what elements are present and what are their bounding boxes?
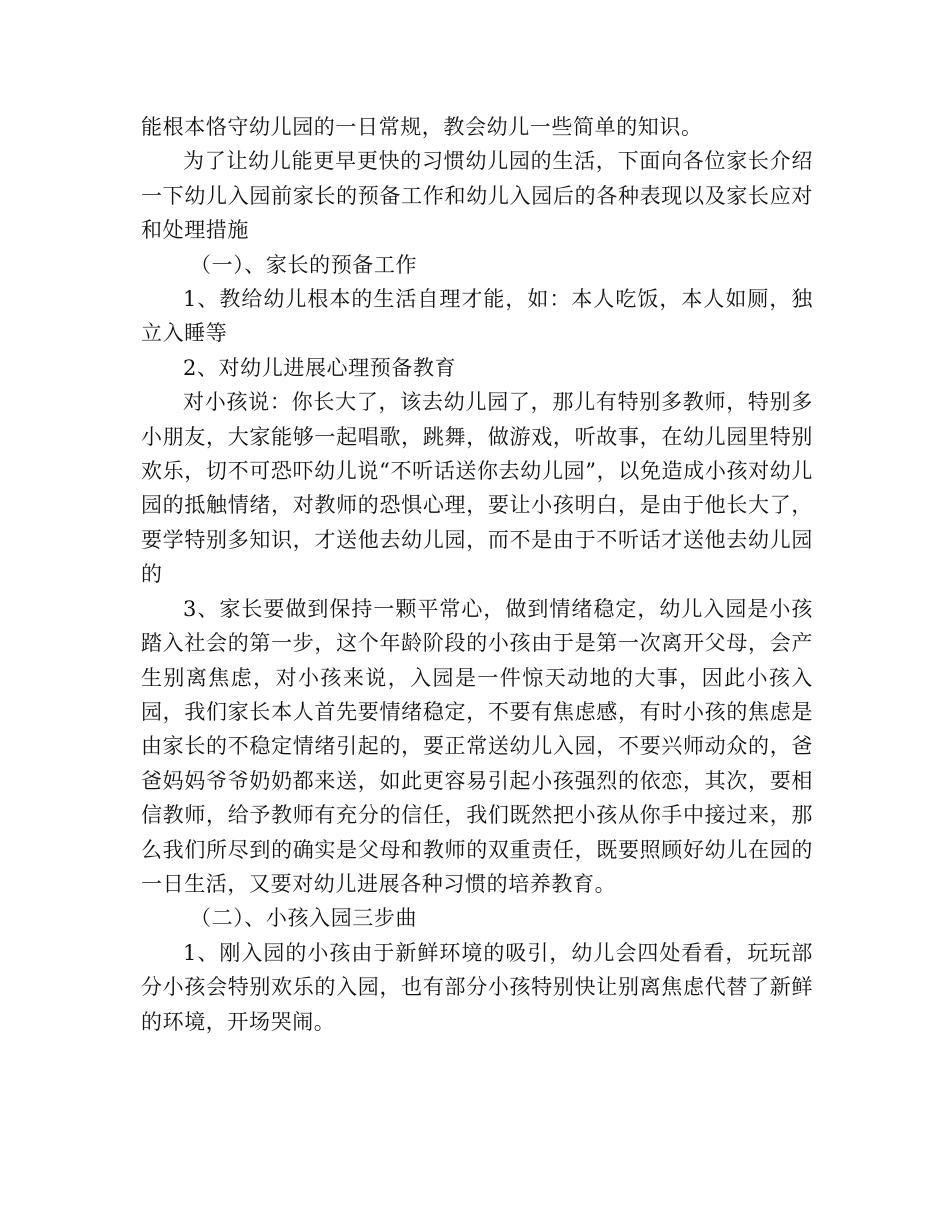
- paragraph-item-2: 2、对幼儿进展心理预备教育: [183, 355, 457, 380]
- section-heading-parent-preparation: （一）、家长的预备工作: [190, 252, 418, 277]
- paragraph-item-3: 3、家长要做到保持一颗平常心，做到情绪稳定，幼儿入园是小孩踏入社会的第一步，这个年龄阶段的小孩由于是第一次离开父母，会产生别离焦虑，对小孩来说，入园是一件惊天动地的大事，因此小孩入园，我们家长本人首先要情绪稳定，不要有焦虑感，有时小孩的焦虑是由家长的不稳定情绪引起的，要正常送幼儿入园，不要兴师动众的，爸爸妈妈爷爷奶奶都来送，如此更容易引起小孩强烈的依恋，其次，要相信教师，给予教师有充分的信任，我们既然把小孩从你手中接过来，那么我们所尽到的确实是父母和教师的双重责任，既要照顾好幼儿在园的一日生活，又要对幼儿进展各种习惯的培养教育。: [141, 596, 813, 896]
- document-body: [141, 110, 813, 1039]
- paragraph-step-1: 1、刚入园的小孩由于新鲜环境的吸引，幼儿会四处看看，玩玩部分小孩会特别欢乐的入园，也有部分小孩特别快让别离焦虑代替了新鲜的环境，开场哭闹。: [141, 940, 813, 1034]
- paragraph-intro: 为了让幼儿能更早更快的习惯幼儿园的生活，下面向各位家长介绍一下幼儿入园前家长的预备工作和幼儿入园后的各种表现以及家长应对和处理措施: [141, 149, 813, 243]
- paragraph-item-1: 1、教给幼儿根本的生活自理才能，如：本人吃饭，本人如厕，独立入睡等: [141, 287, 813, 346]
- paragraph-talk-to-child: 对小孩说：你长大了，该去幼儿园了，那儿有特别多教师，特别多小朋友，大家能够一起唱歌，跳舞，做游戏，听故事，在幼儿园里特别欢乐，切不可恐吓幼儿说“不听话送你去幼儿园”，以免造成小孩对幼儿园的抵触情绪，对教师的恐惧心理，要让小孩明白，是由于他长大了，要学特别多知识，才送他去幼儿园，而不是由于不听话才送他去幼儿园的: [141, 390, 813, 587]
- paragraph-continuation: 能根本恪守幼儿园的一日常规，教会幼儿一些简单的知识。: [141, 115, 703, 139]
- section-heading-three-steps: （二）、小孩入园三步曲: [190, 906, 418, 931]
